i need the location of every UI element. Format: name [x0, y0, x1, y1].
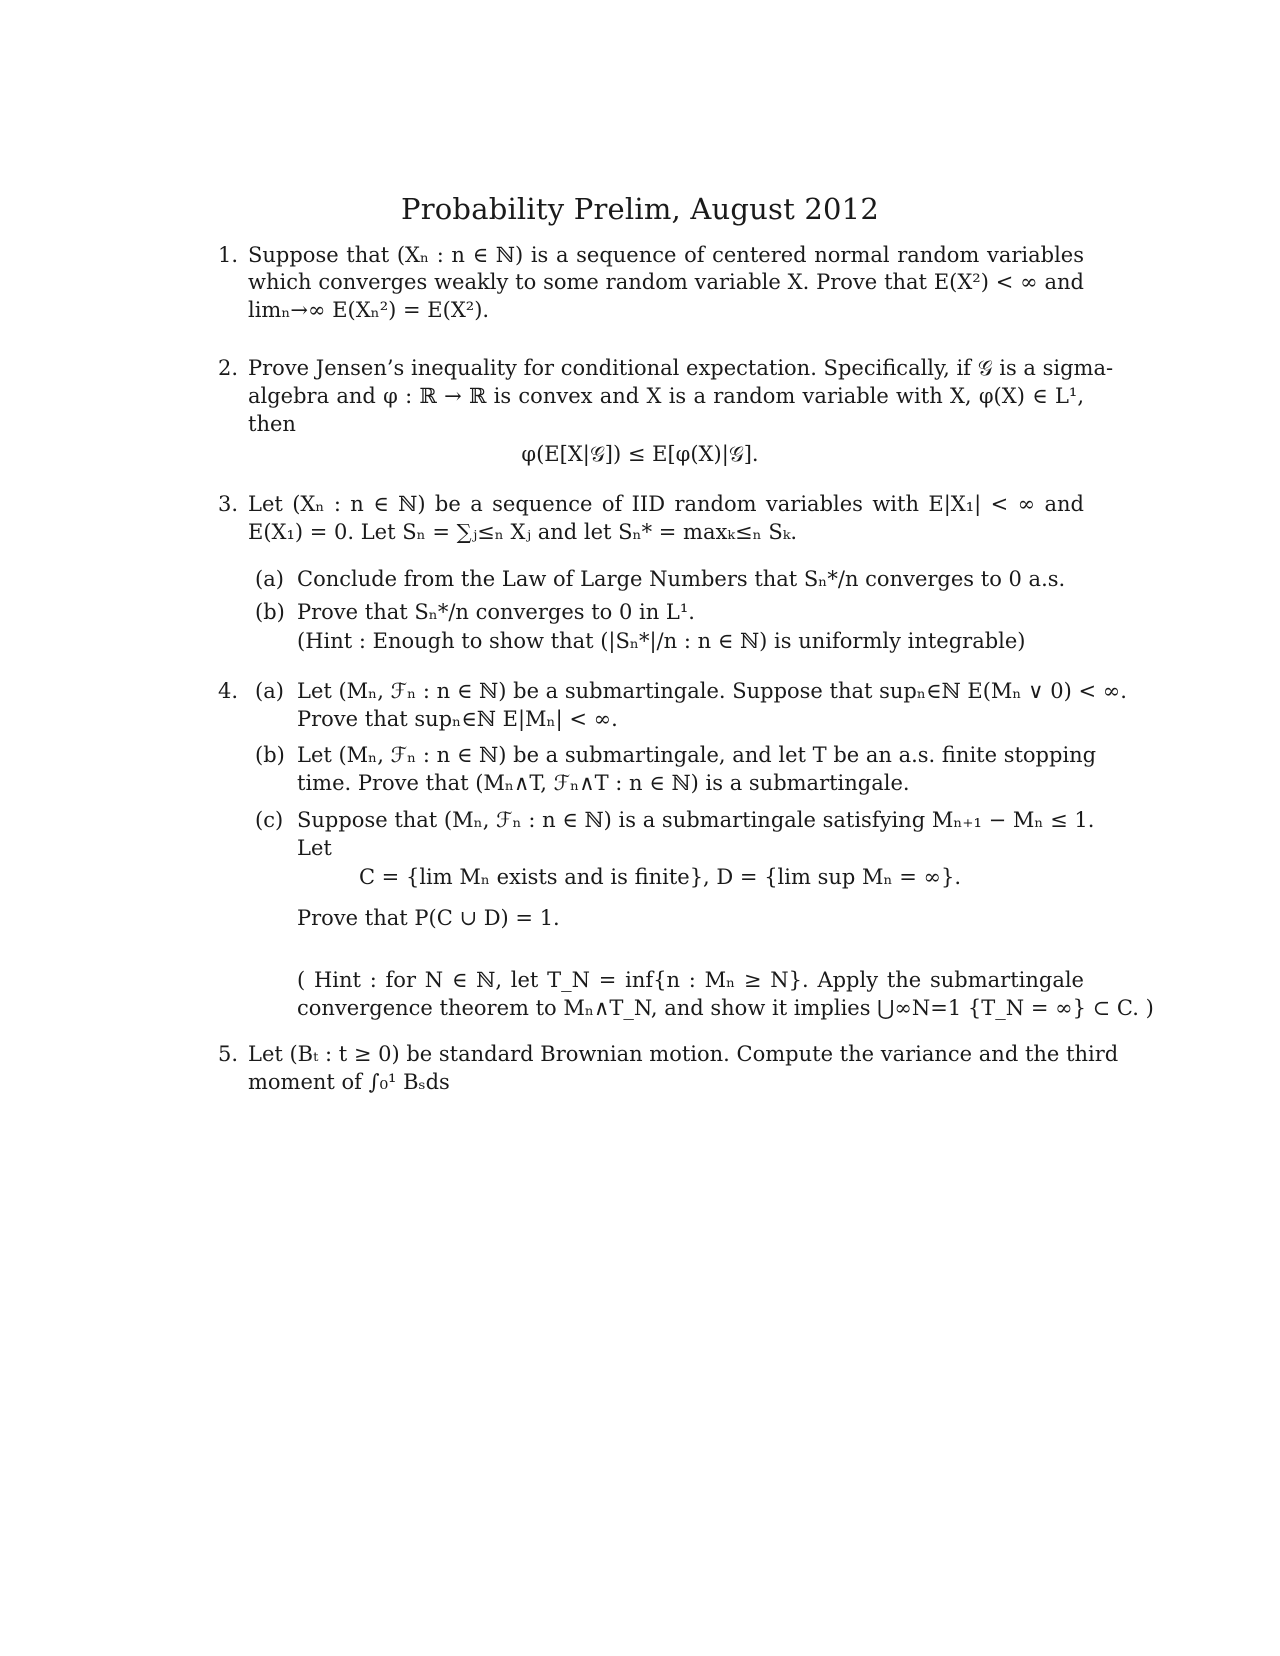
- problem-5-line-1: Let (Bₜ : t ≥ 0) be standard Brownian motion. Compute the variance and the third: [248, 1042, 1119, 1066]
- problem-4c-equation: C = {lim Mₙ exists and is finite}, D = {lim sup Mₙ = ∞}.: [358, 865, 962, 889]
- problem-3-line-1: Let (Xₙ : n ∈ ℕ) be a sequence of IID random variables with E|X₁| < ∞ and: [248, 492, 1084, 516]
- problem-4c-label: (c): [255, 808, 284, 832]
- problem-4c-after: Prove that P(C ∪ D) = 1.: [297, 906, 560, 930]
- problem-5-number: 5.: [218, 1042, 239, 1066]
- problem-4c-line-1: Suppose that (Mₙ, ℱₙ : n ∈ ℕ) is a submartingale satisfying Mₙ₊₁ − Mₙ ≤ 1.: [297, 808, 1095, 832]
- problem-3-number: 3.: [218, 492, 239, 516]
- problem-2-line-2: algebra and φ : ℝ → ℝ is convex and X is a random variable with X, φ(X) ∈ L¹,: [248, 384, 1084, 408]
- problem-4b-line-2: time. Prove that (Mₙ∧T, ℱₙ∧T : n ∈ ℕ) is a submartingale.: [297, 771, 910, 795]
- problem-1-line-1: Suppose that (Xₙ : n ∈ ℕ) is a sequence of centered normal random variables: [248, 243, 1084, 267]
- problem-2-line-1: Prove Jensen’s inequality for conditional expectation. Specifically, if 𝒢 is a sigma-: [248, 356, 1114, 380]
- problem-1-line-2: which converges weakly to some random variable X. Prove that E(X²) < ∞ and: [248, 270, 1084, 294]
- problem-4a-line-1: Let (Mₙ, ℱₙ : n ∈ ℕ) be a submartingale. Suppose that supₙ∈ℕ E(Mₙ ∨ 0) < ∞.: [297, 679, 1127, 703]
- problem-4b-line-1: Let (Mₙ, ℱₙ : n ∈ ℕ) be a submartingale, and let T be an a.s. finite stopping: [297, 743, 1097, 767]
- problem-3b-label: (b): [255, 600, 285, 624]
- problem-4a-label: (a): [255, 679, 284, 703]
- problem-4c-hint-line-2: convergence theorem to Mₙ∧T_N, and show it implies ⋃∞N=1 {T_N = ∞} ⊂ C. ): [297, 996, 1154, 1020]
- page-title: Probability Prelim, August 2012: [401, 192, 879, 226]
- problem-4-number: 4.: [218, 679, 239, 703]
- problem-4c-hint-line-1: ( Hint : for N ∈ ℕ, let T_N = inf{n : Mₙ ≥ N}. Apply the submartingale: [297, 968, 1084, 992]
- problem-2-number: 2.: [218, 356, 239, 380]
- problem-3b-hint: (Hint : Enough to show that (|Sₙ*|/n : n ∈ ℕ) is uniformly integrable): [297, 629, 1026, 653]
- problem-1-line-3: limₙ→∞ E(Xₙ²) = E(X²).: [248, 298, 490, 322]
- problem-4b-label: (b): [255, 743, 285, 767]
- problem-4a-line-2: Prove that supₙ∈ℕ E|Mₙ| < ∞.: [297, 707, 618, 731]
- problem-3a-label: (a): [255, 567, 284, 591]
- problem-2-equation: φ(E[X|𝒢]) ≤ E[φ(X)|𝒢].: [521, 442, 759, 466]
- problem-2-line-3: then: [248, 412, 296, 436]
- problem-3a-line-1: Conclude from the Law of Large Numbers that Sₙ*/n converges to 0 a.s.: [297, 567, 1066, 591]
- problem-3-line-2: E(X₁) = 0. Let Sₙ = ∑ⱼ≤ₙ Xⱼ and let Sₙ* = maxₖ≤ₙ Sₖ.: [248, 520, 798, 544]
- problem-4c-line-2: Let: [297, 836, 332, 860]
- problem-3b-line-1: Prove that Sₙ*/n converges to 0 in L¹.: [297, 600, 695, 624]
- problem-5-line-2: moment of ∫₀¹ Bₛds: [248, 1070, 450, 1094]
- problem-1-number: 1.: [218, 243, 239, 267]
